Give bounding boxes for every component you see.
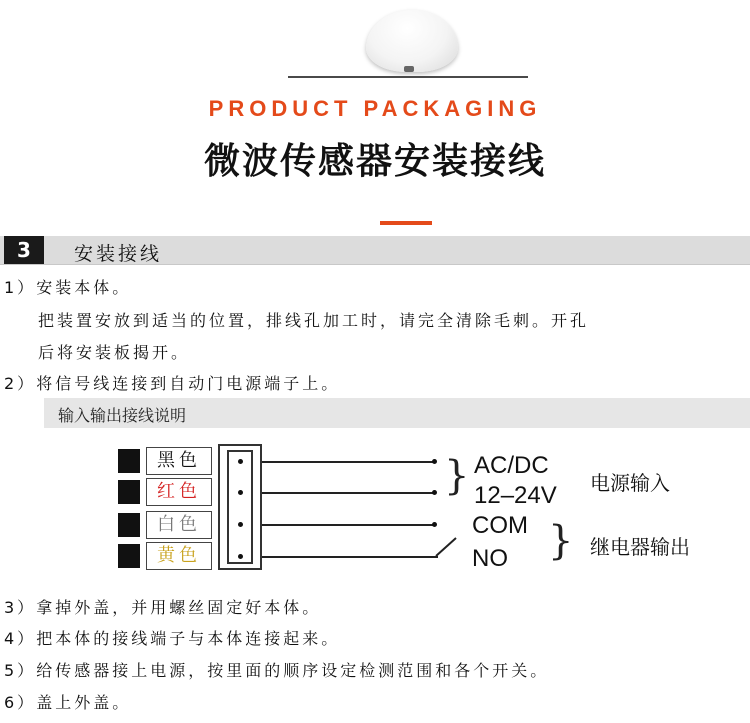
wire-white-label: 白色 — [146, 511, 212, 539]
step-4 — [4, 626, 340, 649]
section-title: 安装接线 — [74, 243, 163, 265]
step-text: 将信号线连接到自动门电源端子上。 — [36, 374, 341, 393]
wire-endpoint — [432, 459, 437, 464]
relay-output-label: 继电器输出 — [590, 535, 690, 559]
step-text: 安装本体。 — [36, 278, 132, 297]
step-1-detail-line-1: 把装置安放到适当的位置，排线孔加工时，请完全清除毛刺。开孔 — [38, 311, 590, 330]
com-label: COM — [472, 512, 528, 539]
wire-terminal-block — [118, 513, 140, 537]
step-text: 把本体的接线端子与本体连接起来。 — [36, 629, 341, 648]
step-6 — [4, 690, 131, 713]
step-number: 1） — [4, 278, 37, 297]
step-text: 盖上外盖。 — [36, 693, 132, 712]
step-number: 6） — [4, 693, 37, 712]
wire-terminal-block — [118, 480, 140, 504]
wire-yellow-label: 黄色 — [146, 542, 212, 570]
step-number: 2） — [4, 374, 37, 393]
wire-black-label: 黑色 — [146, 447, 212, 475]
wire-red-label: 红色 — [146, 478, 212, 506]
step-3 — [4, 595, 321, 618]
step-1-detail-line-2: 后将安装板揭开。 — [38, 343, 191, 362]
sensor-device-image — [366, 10, 458, 72]
connector-pin — [238, 554, 243, 559]
step-number: 5） — [4, 661, 37, 680]
step-5 — [4, 658, 549, 681]
wire-terminal-block — [118, 449, 140, 473]
wire-terminal-block — [118, 544, 140, 568]
relay-brace-icon: } — [548, 518, 574, 564]
wire-line-yellow — [262, 556, 438, 558]
connector-pin — [238, 522, 243, 527]
wire-line-white — [262, 524, 434, 526]
title-accent-bar — [380, 221, 432, 225]
connector-pin-frame — [227, 450, 253, 564]
wiring-subtitle: 输入输出接线说明 — [58, 406, 187, 425]
step-2 — [4, 371, 340, 394]
step-number: 3） — [4, 598, 37, 617]
sensor-device-notch — [404, 66, 414, 72]
wire-line-black — [262, 461, 434, 463]
voltage-label: 12–24V — [474, 482, 557, 509]
section-number: 3 — [4, 236, 44, 264]
acdc-label: AC/DC — [474, 452, 549, 479]
step-text: 给传感器接上电源，按里面的顺序设定检测范围和各个开关。 — [36, 661, 550, 680]
header-divider — [288, 76, 528, 78]
connector-pin — [238, 490, 243, 495]
step-number: 4） — [4, 629, 37, 648]
page-title: 微波传感器安装接线 — [203, 141, 546, 182]
step-text: 拿掉外盖，并用螺丝固定好本体。 — [36, 598, 322, 617]
header-kicker: PRODUCT PACKAGING — [208, 96, 542, 121]
no-label: NO — [472, 545, 508, 572]
connector-pin — [238, 459, 243, 464]
wire-line-red — [262, 492, 434, 494]
power-brace-icon: } — [444, 453, 470, 499]
step-1 — [4, 275, 131, 298]
wire-endpoint — [432, 490, 437, 495]
relay-switch-symbol — [430, 524, 460, 560]
power-input-label: 电源输入 — [590, 471, 670, 495]
